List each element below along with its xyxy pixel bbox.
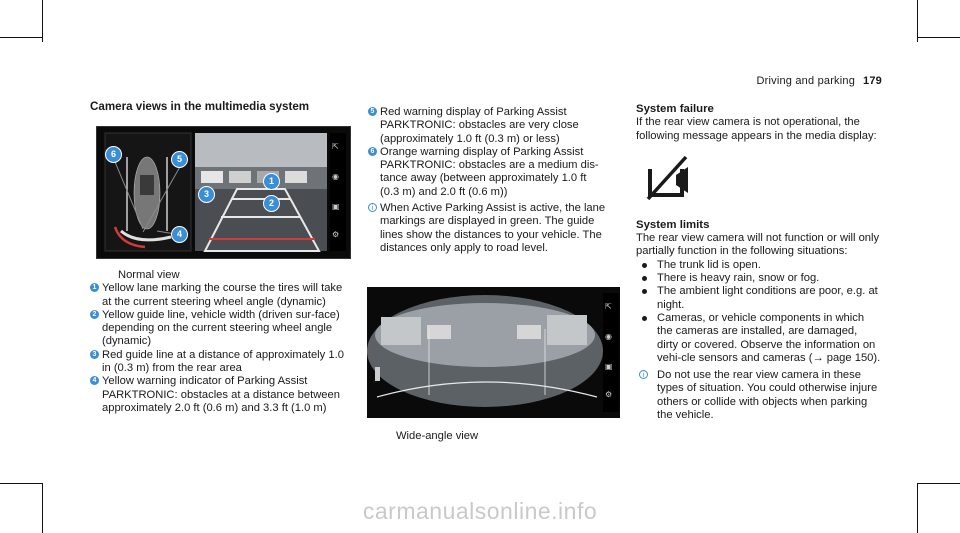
crop-mark: [918, 483, 960, 484]
camera-off-icon: [646, 153, 696, 201]
callout-badge: 5: [171, 151, 188, 168]
running-header: [756, 75, 882, 88]
crop-mark: [0, 483, 42, 484]
normal-view-screenshot: [96, 126, 351, 259]
page-number: 179: [863, 75, 882, 87]
wide-angle-view-screenshot: [367, 287, 620, 418]
callout-badge: 2: [263, 195, 280, 212]
svg-text:◉: ◉: [605, 332, 612, 341]
legend-item: 3 Red guide line at a distance of approximately 1.0 in (0.3 m) from the rear area: [90, 349, 352, 376]
svg-text:▣: ▣: [332, 202, 340, 211]
svg-text:▣: ▣: [605, 362, 613, 371]
legend-item: 2 Yellow guide line, vehicle width (driven sur-face) depending on the current steering wheel angle (dynamic): [90, 309, 352, 349]
crop-mark: [917, 0, 918, 42]
svg-text:◉: ◉: [332, 172, 339, 181]
crop-mark: [42, 0, 43, 42]
column-1: [90, 100, 352, 127]
normal-view-legend: [90, 269, 352, 415]
column-2: [368, 106, 608, 255]
list-item: The trunk lid is open.: [636, 259, 881, 272]
crop-mark: [918, 37, 960, 38]
figure-caption: Wide-angle view: [396, 430, 479, 442]
system-limits-text: The rear view camera will not function or will only partially function in the following situations:: [636, 232, 880, 258]
list-item: The ambient light conditions are poor, e.g. at night.: [636, 285, 881, 312]
camera-failure-glyph: [636, 143, 881, 207]
legend-item: 6 Orange warning display of Parking Assist PARKTRONIC: obstacles are a medium dis-tance away (between approximately 1.0 ft (0.3 m) and 2.0 ft (0.6 m)): [368, 146, 608, 199]
legend-item: 1 Yellow lane marking the course the tires will take at the current steering wheel angle (dynamic): [90, 282, 352, 309]
info-note: i When Active Parking Assist is active, the lane markings are displayed in green. The guide lines show the distances to your vehicle. The distances only apply to road level.: [368, 202, 608, 255]
normal-view-graphic: [97, 127, 350, 258]
svg-text:⚙: ⚙: [332, 230, 340, 239]
svg-text:⇱: ⇱: [605, 302, 612, 311]
info-note: i Do not use the rear view camera in these types of situation. You could otherwise injure others or collide with objects when parking the vehicle.: [636, 369, 881, 422]
list-item: Cameras, or vehicle components in which the cameras are installed, are damaged, dirty or covered. Observe the information on vehi-cle sensors and cameras (→ page 150).: [636, 312, 881, 365]
info-icon: i: [639, 370, 648, 379]
watermark: carmanualsonline.info: [362, 498, 598, 524]
callout-badge: 1: [263, 173, 280, 190]
system-failure-heading: System failure: [636, 103, 714, 115]
list-item: There is heavy rain, snow or fog.: [636, 272, 881, 285]
section-title: Driving and parking: [756, 75, 856, 87]
callout-badge: 6: [105, 146, 122, 163]
svg-text:⚙: ⚙: [605, 390, 613, 399]
legend-item: 4 Yellow warning indicator of Parking Assist PARKTRONIC: obstacles at a distance between approximately 2.0 ft (0.6 m) and 3.3 ft (1.0 m): [90, 375, 352, 415]
column-3: [636, 103, 881, 422]
callout-badge: 3: [198, 186, 215, 203]
wide-angle-graphic: [367, 287, 620, 418]
svg-text:⇱: ⇱: [332, 142, 339, 151]
system-failure-text: If the rear view camera is not operational, the following message appears in the media display:: [636, 116, 877, 142]
legend-item: 5 Red warning display of Parking Assist PARKTRONIC: obstacles are very close (approximately 1.0 ft (0.3 m) or less): [368, 106, 608, 146]
callout-badge: 4: [171, 226, 188, 243]
info-icon: i: [368, 203, 377, 212]
section-heading: Camera views in the multimedia system: [90, 100, 310, 113]
crop-mark: [0, 37, 42, 38]
system-limits-heading: System limits: [636, 218, 710, 231]
figure-caption: Normal view: [118, 269, 180, 281]
wide-angle-caption-block: [368, 430, 608, 443]
